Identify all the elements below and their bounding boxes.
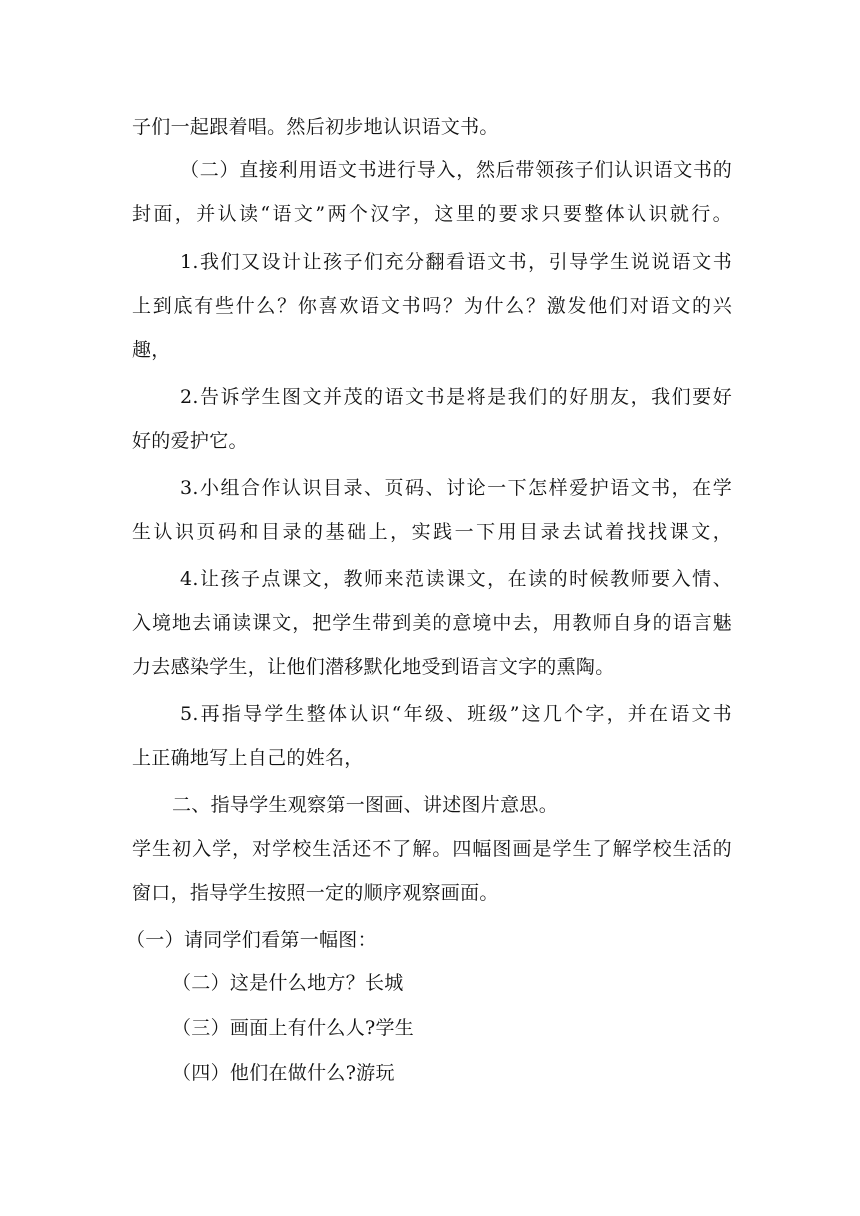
list-item-2-line: 2.告诉学生图文并茂的语文书是将是我们的好朋友，我们要好	[180, 386, 732, 408]
list-item-1-line: 趣，	[132, 339, 171, 361]
list-item-5-line: 上正确地写上自己的姓名，	[132, 747, 364, 769]
question-line: （三）画面上有什么人?学生	[172, 1017, 415, 1039]
list-item-2-line: 好的爱护它。	[132, 430, 248, 452]
list-item-3-line: 生认识页码和目录的基础上，实践一下用目录去试着找找课文，	[132, 521, 732, 543]
list-item-3-line: 3.小组合作认识目录、页码、讨论一下怎样爱护语文书，在学	[180, 477, 732, 499]
paragraph-line: 学生初入学，对学校生活还不了解。四幅图画是学生了解学校生活的	[132, 838, 732, 860]
question-line: （一）请同学们看第一幅图：	[126, 929, 377, 951]
list-item-5-line: 5.再指导学生整体认识“年级、班级”这几个字，并在语文书	[180, 703, 732, 725]
list-item-4-line: 4.让孩子点课文，教师来范读课文，在读的时候教师要入情、	[180, 568, 732, 590]
list-item-4-line: 入境地去诵读课文，把学生带到美的意境中去，用教师自身的语言魅	[132, 612, 732, 634]
paragraph-line: （二）直接利用语文书进行导入，然后带领孩子们认识语文书的	[180, 159, 732, 181]
question-line: （二）这是什么地方？长城	[172, 972, 404, 994]
paragraph-line: 窗口，指导学生按照一定的顺序观察画面。	[132, 882, 499, 904]
list-item-1-line: 1.我们又设计让孩子们充分翻看语文书，引导学生说说语文书	[180, 251, 732, 273]
paragraph-line: 封面，并认读“语文”两个汉字，这里的要求只要整体认识就行。	[132, 203, 732, 225]
list-item-4-line: 力去感染学生，让他们潜移默化地受到语言文字的熏陶。	[132, 656, 615, 678]
text-line: 子们一起跟着唱。然后初步地认识语文书。	[132, 116, 499, 138]
question-line: （四）他们在做什么?游玩	[172, 1062, 395, 1084]
list-item-1-line: 上到底有些什么？你喜欢语文书吗？为什么？激发他们对语文的兴	[132, 295, 732, 317]
section-heading: 二、指导学生观察第一图画、讲述图片意思。	[172, 794, 559, 816]
